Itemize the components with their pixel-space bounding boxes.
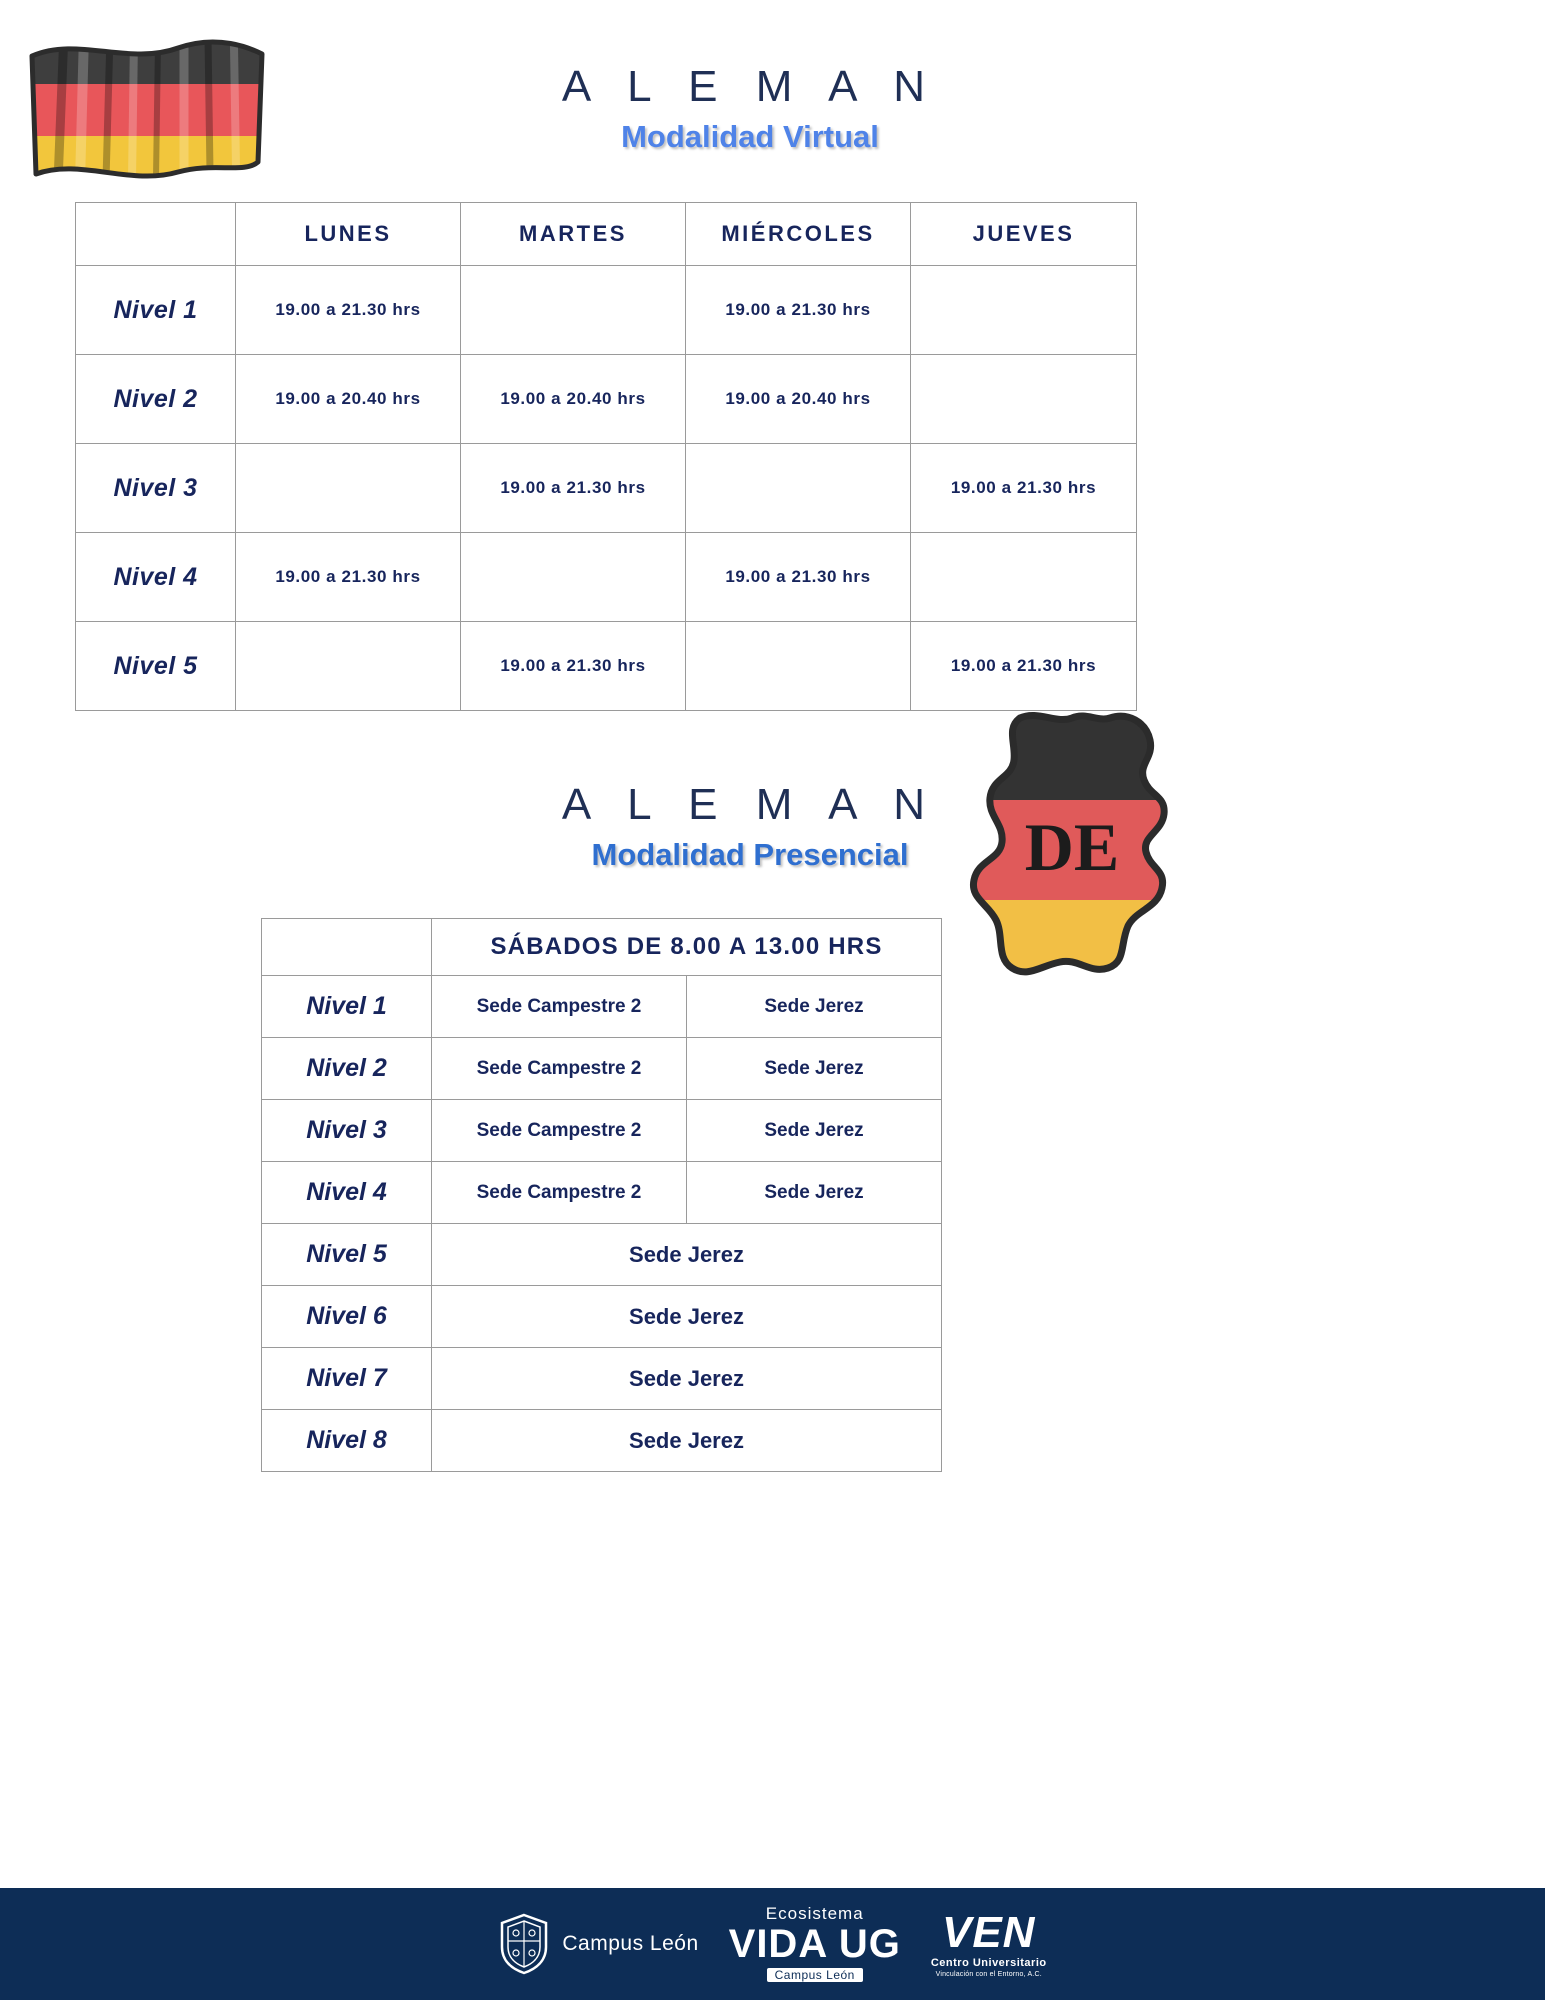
cell-miercoles: 19.00 a 21.30 hrs <box>686 266 911 355</box>
cell-sede-a: Sede Campestre 2 <box>432 1038 687 1100</box>
table-row <box>262 1038 942 1100</box>
virtual-title-block <box>300 62 1200 155</box>
table-row <box>262 1348 942 1410</box>
cell-martes: 19.00 a 21.30 hrs <box>461 444 686 533</box>
col-header-martes: MARTES <box>461 203 686 266</box>
row-level-label: Nivel 1 <box>262 976 432 1038</box>
table-row <box>262 1224 942 1286</box>
subtitle-presencial: Modalidad Presencial <box>591 836 909 872</box>
cell-sede-full: Sede Jerez <box>432 1410 942 1472</box>
table-row <box>76 533 1137 622</box>
cell-sede-full: Sede Jerez <box>432 1224 942 1286</box>
german-flag-icon <box>18 22 273 187</box>
vida-ug-label: VIDA UG <box>728 1922 901 1966</box>
page-title-presencial: A L E M A N <box>561 780 939 829</box>
ven-subtitle-1: Centro Universitario <box>930 1956 1047 1969</box>
ug-shield-icon <box>498 1913 550 1975</box>
subtitle-virtual: Modalidad Virtual <box>621 118 879 154</box>
cell-miercoles <box>686 444 911 533</box>
cell-sede-a: Sede Campestre 2 <box>432 1162 687 1224</box>
table-row <box>262 1410 942 1472</box>
row-level-label: Nivel 5 <box>262 1224 432 1286</box>
cell-lunes: 19.00 a 21.30 hrs <box>236 533 461 622</box>
col-header-blank <box>262 919 432 976</box>
row-level-label: Nivel 4 <box>76 533 236 622</box>
col-header-blank <box>76 203 236 266</box>
cell-miercoles: 19.00 a 21.30 hrs <box>686 533 911 622</box>
row-level-label: Nivel 5 <box>76 622 236 711</box>
row-level-label: Nivel 6 <box>262 1286 432 1348</box>
row-level-label: Nivel 8 <box>262 1410 432 1472</box>
ven-subtitle-2: Vinculación con el Entorno, A.C. <box>935 1970 1042 1978</box>
ug-logo <box>498 1913 698 1975</box>
row-level-label: Nivel 3 <box>262 1100 432 1162</box>
table-header-row <box>262 919 942 976</box>
cell-jueves <box>911 266 1137 355</box>
ven-label: VEN <box>941 1907 1036 1957</box>
vida-ug-logo <box>729 1905 901 1983</box>
table-header-row <box>76 203 1137 266</box>
table-row <box>262 1162 942 1224</box>
cell-sede-b: Sede Jerez <box>687 1162 942 1224</box>
presencial-schedule-table <box>261 918 942 1472</box>
campus-leon-label: Campus León <box>562 1932 699 1955</box>
cell-sede-full: Sede Jerez <box>432 1348 942 1410</box>
cell-sede-a: Sede Campestre 2 <box>432 976 687 1038</box>
col-header-jueves: JUEVES <box>911 203 1137 266</box>
virtual-schedule-table <box>75 202 1137 711</box>
row-level-label: Nivel 4 <box>262 1162 432 1224</box>
table-row <box>76 622 1137 711</box>
cell-sede-a: Sede Campestre 2 <box>432 1100 687 1162</box>
cell-jueves: 19.00 a 21.30 hrs <box>911 444 1137 533</box>
cell-martes <box>461 266 686 355</box>
page-title-virtual: A L E M A N <box>561 62 939 111</box>
cell-lunes: 19.00 a 20.40 hrs <box>236 355 461 444</box>
cell-sede-b: Sede Jerez <box>687 1100 942 1162</box>
col-header-miercoles: MIÉRCOLES <box>686 203 911 266</box>
vida-ecosistema-label: Ecosistema <box>765 1904 864 1923</box>
cell-sede-b: Sede Jerez <box>687 1038 942 1100</box>
row-level-label: Nivel 7 <box>262 1348 432 1410</box>
cell-sede-full: Sede Jerez <box>432 1286 942 1348</box>
cell-sede-b: Sede Jerez <box>687 976 942 1038</box>
table-row <box>76 266 1137 355</box>
germany-map-icon <box>960 700 1190 990</box>
col-header-sabados: SÁBADOS DE 8.00 A 13.00 HRS <box>432 919 942 976</box>
cell-lunes <box>236 444 461 533</box>
cell-jueves <box>911 355 1137 444</box>
table-row <box>76 355 1137 444</box>
cell-martes <box>461 533 686 622</box>
cell-martes: 19.00 a 21.30 hrs <box>461 622 686 711</box>
ven-logo <box>930 1907 1047 1978</box>
row-level-label: Nivel 1 <box>76 266 236 355</box>
table-row <box>262 1286 942 1348</box>
row-level-label: Nivel 2 <box>76 355 236 444</box>
cell-jueves: 19.00 a 21.30 hrs <box>911 622 1137 711</box>
cell-jueves <box>911 533 1137 622</box>
row-level-label: Nivel 2 <box>262 1038 432 1100</box>
cell-martes: 19.00 a 20.40 hrs <box>461 355 686 444</box>
cell-lunes <box>236 622 461 711</box>
cell-lunes: 19.00 a 21.30 hrs <box>236 266 461 355</box>
cell-miercoles: 19.00 a 20.40 hrs <box>686 355 911 444</box>
table-row <box>262 976 942 1038</box>
footer-bar <box>0 1888 1545 2000</box>
row-level-label: Nivel 3 <box>76 444 236 533</box>
table-row <box>262 1100 942 1162</box>
cell-miercoles <box>686 622 911 711</box>
map-label: DE <box>1024 809 1120 885</box>
vida-campus-label: Campus León <box>767 1968 863 1982</box>
table-row <box>76 444 1137 533</box>
col-header-lunes: LUNES <box>236 203 461 266</box>
